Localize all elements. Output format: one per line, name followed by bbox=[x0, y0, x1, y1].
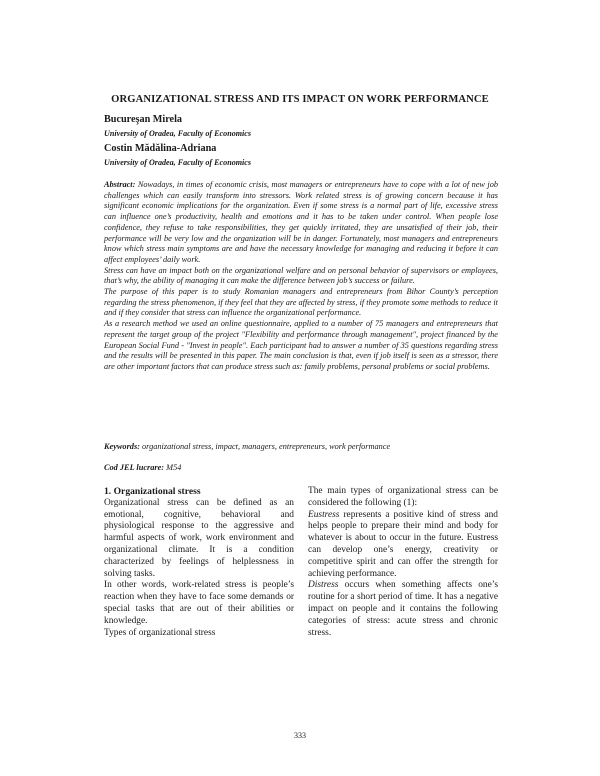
distress-text: occurs when something affects one’s routine for a short period of time. It has a negative impact on people and it contains the following categories of stress: acute stress and chronic stress. bbox=[308, 580, 498, 638]
abstract-label: Abstract: bbox=[104, 180, 136, 189]
abstract-paragraph-1 bbox=[104, 180, 498, 266]
keywords-text: organizational stress, impact, managers, entrepreneurs, work performance bbox=[142, 442, 391, 451]
author-affiliation-2: University of Oradea, Faculty of Economics bbox=[104, 158, 252, 167]
abstract-paragraph-3: The purpose of this paper is to study Romanian managers and entrepreneurs from Bihor County’s perception regarding the stress phenomenon, if they feel that they are affected by stress, if they promote some methods to reduce it and if they consider that stress can influence the organizational performance. bbox=[104, 287, 498, 318]
eustress-paragraph bbox=[308, 510, 498, 581]
jel-text: M54 bbox=[166, 463, 182, 472]
left-paragraph-1: Organizational stress can be defined as an emotional, cognitive, behavioral and physiological response to the aggressive and harmful aspects of work, work environment and organizational climate. It is a condition characterized by feelings of helplessness in solving tasks. bbox=[104, 497, 294, 579]
eustress-term: Eustress bbox=[308, 509, 340, 520]
jel-label: Cod JEL lucrare: bbox=[104, 463, 165, 472]
author-name-1: Bucureşan Mirela bbox=[104, 114, 183, 125]
keywords-label: Keywords: bbox=[104, 442, 140, 451]
author-affiliation-1: University of Oradea, Faculty of Economics bbox=[104, 129, 252, 138]
author-name-2: Costin Mădălina-Adriana bbox=[104, 143, 217, 154]
distress-paragraph bbox=[308, 580, 498, 639]
left-column bbox=[104, 486, 294, 639]
right-paragraph-1: The main types of organizational stress can be considered the following (1): bbox=[308, 486, 498, 508]
jel-code bbox=[104, 463, 181, 472]
abstract bbox=[104, 180, 498, 373]
eustress-text: represents a positive kind of stress and helps people to prepare their mind and body for whatever is about to occur in the future. Eustress can develop one’s energy, creativity or competitive spirit and can offer the strength for achieving performance. bbox=[308, 509, 498, 579]
abstract-paragraph-4: As a research method we used an online questionnaire, applied to a number of 75 managers and entrepreneurs that represent the target group of the project "Flexibility and performance through management", project financed by the European Social Fund - "Invest in people". Each participant had to answer a number of 35 questions regarding stress and the results will be presented in this paper. The main conclusion is that, even if job itself is seen as a stressor, there are other important factors that can produce stress such as: family problems, personal problems or social problems. bbox=[104, 319, 498, 371]
right-column bbox=[308, 486, 498, 639]
abstract-paragraph-2: Stress can have an impact both on the organizational welfare and on personal behavior of supervisors or employees, that’s why, the ability of managing it can make the difference between job’s success or failure. bbox=[104, 265, 498, 286]
distress-term: Distress bbox=[308, 580, 339, 591]
paper-title: ORGANIZATIONAL STRESS AND ITS IMPACT ON WORK PERFORMANCE bbox=[111, 94, 489, 105]
page-number: 333 bbox=[294, 731, 306, 740]
left-paragraph-2: In other words, work-related stress is people’s reaction when they have to face some demands or special tasks that are out of their abilities or knowledge. bbox=[104, 580, 294, 626]
abstract-text-1: Nowadays, in times of economic crisis, most managers or entrepreneurs have to cope with a lot of new job challenges which can easily transform into stressors. Work related stress is of growing concern because it has significant economic implications for the organization. Even if some stress is a normal part of life, excessive stress can influence one’s productivity, health and emotions and it has to be taken under control. When people lose confidence, they refuse to take responsibilities, they get quickly irritated, they are unsatisfied of their job, their performance will be very low and the organization will be in danger. Fortunately, most managers and entrepreneurs know which stress main symptoms are and have the necessary knowledge for managing and reducing it before it can affect employees’ daily work. bbox=[104, 180, 499, 264]
left-paragraph-3: Types of organizational stress bbox=[104, 627, 216, 638]
keywords bbox=[104, 442, 498, 451]
section-heading: 1. Organizational stress bbox=[104, 486, 201, 497]
